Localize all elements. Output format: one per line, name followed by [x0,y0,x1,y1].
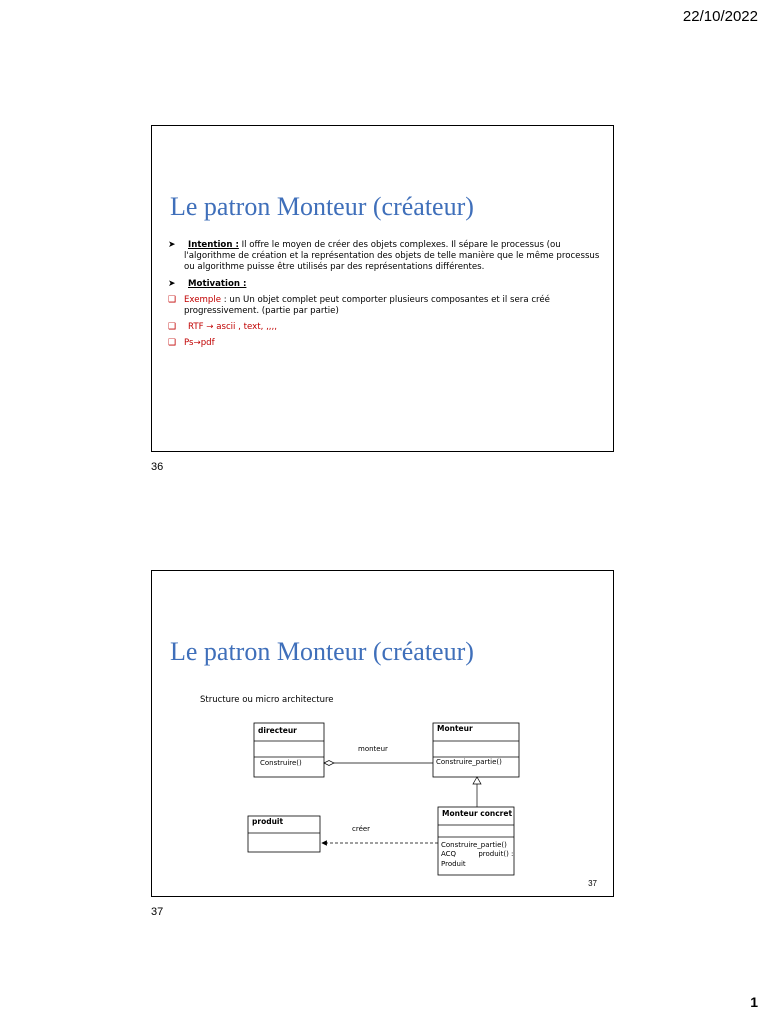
class-name: directeur [258,726,297,735]
class-method: Construire_partie() [436,758,502,766]
class-name: produit [252,817,284,826]
class-method: Produit [441,860,466,868]
slide-inner-number: 37 [588,879,597,888]
slide-title: Le patron Monteur (créateur) [170,637,474,666]
bullet-text: Il offre le moyen de créer des objets complexes. Il sépare le processus (ou l'algorithme de création et la représentation des objets de telle manière que le même processus ou algorithme puisse être utilisés par des représentations différentes. [184,240,600,273]
structure-label: Structure ou micro architecture [200,695,334,705]
class-method: Construire_partie() [441,841,507,849]
bullet-text: RTF → ascii , text, ,,,, [188,322,277,333]
uml-diagram [152,571,615,898]
class-monteur-concret [438,807,514,875]
slide-36 [151,125,614,452]
slide-title: Le patron Monteur (créateur) [170,192,474,221]
bullet-intention [168,240,600,274]
slide-37 [151,570,614,897]
checkbox-icon: ❑ [168,294,177,305]
checkbox-icon: ❑ [168,338,177,349]
bullet-exemple [168,295,600,317]
bullet-motivation [168,279,600,290]
slide-number: 36 [151,461,164,473]
aggregation-line [324,761,433,766]
bullet-text: Ps→pdf [184,338,215,349]
class-directeur [254,723,324,777]
inheritance-arrow [473,777,481,807]
bullet-text: : un Un objet complet peut comporter plusieurs composantes et il sera créé progressivement. (partie par partie) [184,294,550,317]
bullet-list [168,240,600,355]
association-label: monteur [358,745,388,753]
page-number: 1 [750,994,758,1010]
class-name: Monteur concret [442,809,513,818]
page-date: 22/10/2022 [682,8,758,25]
bullet-ps [168,338,600,349]
bullet-rtf [168,322,600,333]
class-method: Construire() [260,759,302,767]
slide-number: 37 [151,906,164,918]
class-monteur [433,723,519,777]
class-method: ACQ produit() : [441,850,514,858]
class-produit [248,816,320,852]
checkbox-icon: ❑ [168,322,177,333]
class-name: Monteur [437,724,473,733]
dependency-label: créer [352,825,371,833]
arrow-icon: ➤ [168,278,176,289]
bullet-label: Exemple [184,294,222,305]
bullet-label: Intention : [188,240,239,250]
bullet-label: Motivation : [188,278,247,289]
arrow-icon: ➤ [168,240,176,250]
